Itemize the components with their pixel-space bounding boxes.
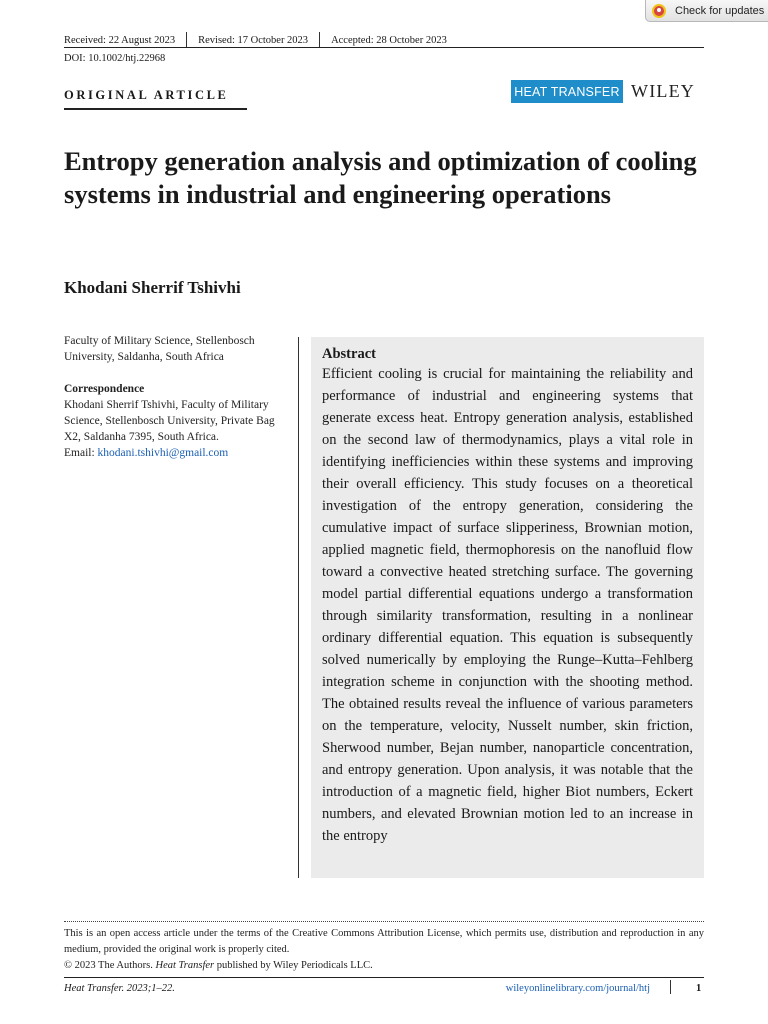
column-divider (298, 337, 299, 878)
affiliation: Faculty of Military Science, Stellenbosch University, Saldanha, South Africa (64, 335, 255, 363)
correspondence-address: Khodani Sherrif Tshivhi, Faculty of Military Science, Stellenbosch University, Private Bag X2, Saldanha 7395, South Africa. (64, 399, 275, 443)
footer-dotted-rule (64, 921, 704, 922)
correspondence-heading: Correspondence (64, 383, 145, 395)
date-separator (319, 32, 320, 48)
page-number: 1 (696, 983, 702, 994)
abstract-box (311, 337, 704, 878)
publisher-logo: WILEY (631, 81, 695, 101)
abstract-heading: Abstract (322, 346, 376, 362)
copyright-line (64, 958, 704, 974)
date-separator (186, 32, 187, 48)
received-date: Received: 22 August 2023 (64, 34, 176, 46)
abstract-text: Efficient cooling is crucial for maintaining the reliability and performance of industrial and engineering systems that generate excess heat. Entropy generation analysis, established on the second law of thermodynamics, plays a vital role in identifying inefficiencies within these systems and improving their overall efficiency. This study focuses on a theoretical investigation of the entropy generation, considering the cumulative impact of surface slipperiness, Brownian motion, applied magnetic field, thermophoresis on the nanofluid flow toward a convective heated stretching surface. The governing model partial differential equations undergo a transformation through similarity transformation, resulting in a nonlinear ordinary differential equation. This equation is subsequently solved numerically by employing the Runge–Kutta–Fehlberg integration scheme in conjunction with the shooting method. The obtained results reveal the influence of various parameters on the temperature, velocity, Nusselt number, skin friction, Sherwood number, Bejan number, nanoparticle concentration, and entropy generation. Upon analysis, it was notable that the introduction of a magnetic field, higher Biot numbers, Eckert numbers, and elevated Brownian motion led to an increase in the entropy (322, 366, 693, 844)
journal-citation: Heat Transfer. 2023;1–22. (64, 983, 175, 994)
author-name: Khodani Sherrif Tshivhi (64, 278, 241, 297)
article-type-underline (64, 108, 247, 110)
article-title: Entropy generation analysis and optimization of cooling systems in industrial and engineering operations (64, 146, 697, 209)
copyright-suffix: published by Wiley Periodicals LLC. (214, 960, 373, 971)
footer-rule (64, 977, 704, 978)
copyright-prefix: © 2023 The Authors. (64, 960, 156, 971)
license-text: This is an open access article under the terms of the Creative Commons Attribution License, which permits use, distribution and reproduction in any medium, provided the original work is properly cited. (64, 928, 704, 955)
revised-date: Revised: 17 October 2023 (198, 34, 309, 46)
email-link[interactable]: khodani.tshivhi@gmail.com (97, 447, 229, 459)
header-rule (64, 47, 704, 48)
check-for-updates-button[interactable] (645, 0, 768, 22)
accepted-date: Accepted: 28 October 2023 (331, 34, 447, 46)
copyright-journal: Heat Transfer (155, 960, 215, 971)
article-dates (64, 32, 447, 48)
author-info-column (64, 333, 292, 461)
check-for-updates-label: Check for updates (675, 4, 765, 17)
journal-url-link[interactable]: wileyonlinelibrary.com/journal/htj (505, 983, 650, 994)
doi: DOI: 10.1002/htj.22968 (64, 53, 166, 64)
email-label: Email: (64, 447, 98, 459)
journal-logo: HEAT TRANSFER (511, 80, 623, 103)
page-number-separator (670, 980, 671, 994)
crossmark-icon (652, 4, 666, 18)
correspondence-email (64, 445, 292, 461)
article-type-label: ORIGINAL ARTICLE (64, 88, 229, 102)
license-notice (64, 926, 704, 974)
